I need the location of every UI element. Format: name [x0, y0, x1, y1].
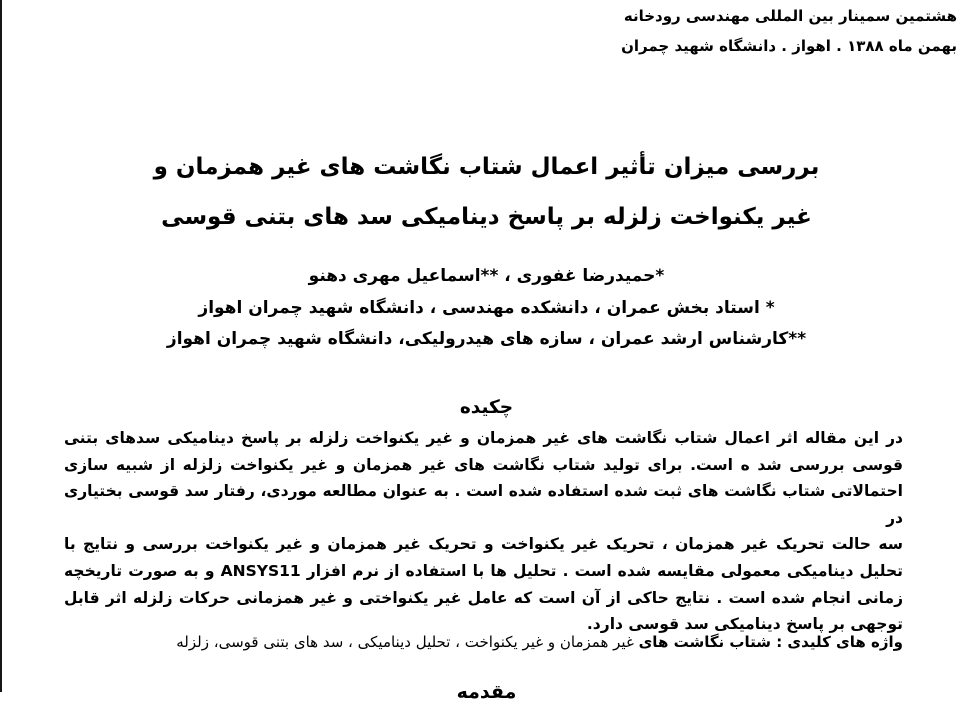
paper-title [70, 142, 903, 242]
keywords-value: غیر همزمان و غیر یکنواخت ، تحلیل دینامیکی ، سد های بتنی قوسی، زلزله [176, 633, 639, 651]
introduction-heading-cutoff: مقدمه [456, 681, 517, 703]
author-affiliation-2: **کارشناس ارشد عمران ، سازه های هیدرولیکی، دانشگاه شهید چمران اهواز [166, 329, 807, 349]
conference-date-location: بهمن ماه ۱۳۸۸ . اهواز . دانشگاه شهید چمران [621, 37, 957, 55]
paper-title-line2: غیر یکنواخت زلزله بر پاسخ دینامیکی سد های بتنی قوسی [161, 204, 812, 230]
authors-block [70, 261, 903, 356]
abstract-line: سه حالت تحریک غیر همزمان ، تحریک غیر یکنواخت و تحریک غیر همزمان و غیر یکنواخت بررسی و نتایج با [64, 535, 903, 554]
abstract-line: در این مقاله اثر اعمال شتاب نگاشت های غیر همزمان و غیر یکنواخت زلزله بر پاسخ دینامیکی سدهای بتنی [64, 429, 903, 447]
author-names: *حمیدرضا غفوری ، **اسماعیل مهری دهنو [308, 266, 665, 286]
abstract-line: توجهی بر پاسخ دینامیکی سد قوسی دارد. [586, 615, 903, 634]
keywords-label: واژه های کلیدی : شتاب نگاشت های [638, 633, 903, 651]
abstract-body [64, 425, 903, 638]
abstract-heading: چکیده [459, 397, 514, 418]
abstract-line: احتمالاتی شتاب نگاشت های ثبت شده استفاده شده است . به عنوان مطالعه موردی، رفتار سد قوسی بختیاری در [64, 482, 903, 527]
author-affiliation-1: * استاد بخش عمران ، دانشکده مهندسی ، دانشگاه شهید چمران اهواز [198, 297, 775, 318]
abstract-line: زمانی انجام شده است . نتایج حاکی از آن است که عامل غیر یکنواختی و غیر همزمانی حرکات زلزله اثر قابل [64, 588, 903, 607]
scan-edge-line [0, 0, 2, 692]
conference-name: هشتمین سمینار بین المللی مهندسی رودخانه [623, 7, 957, 25]
paper-title-line1: بررسی میزان تأثیر اعمال شتاب نگاشت های غیر همزمان و [153, 154, 820, 180]
conference-header [621, 1, 957, 61]
abstract-line: قوسی بررسی شد ه است. برای تولید شتاب نگاشت های غیر همزمان و غیر یکنواخت زلزله از شبیه سازی [64, 455, 903, 474]
keywords-line [64, 630, 903, 655]
abstract-line: تحلیل دینامیکی معمولی مقایسه شده است . تحلیل ها با استفاده از نرم افزار ANSYS11 و به صورت تاریخچه [64, 561, 903, 580]
